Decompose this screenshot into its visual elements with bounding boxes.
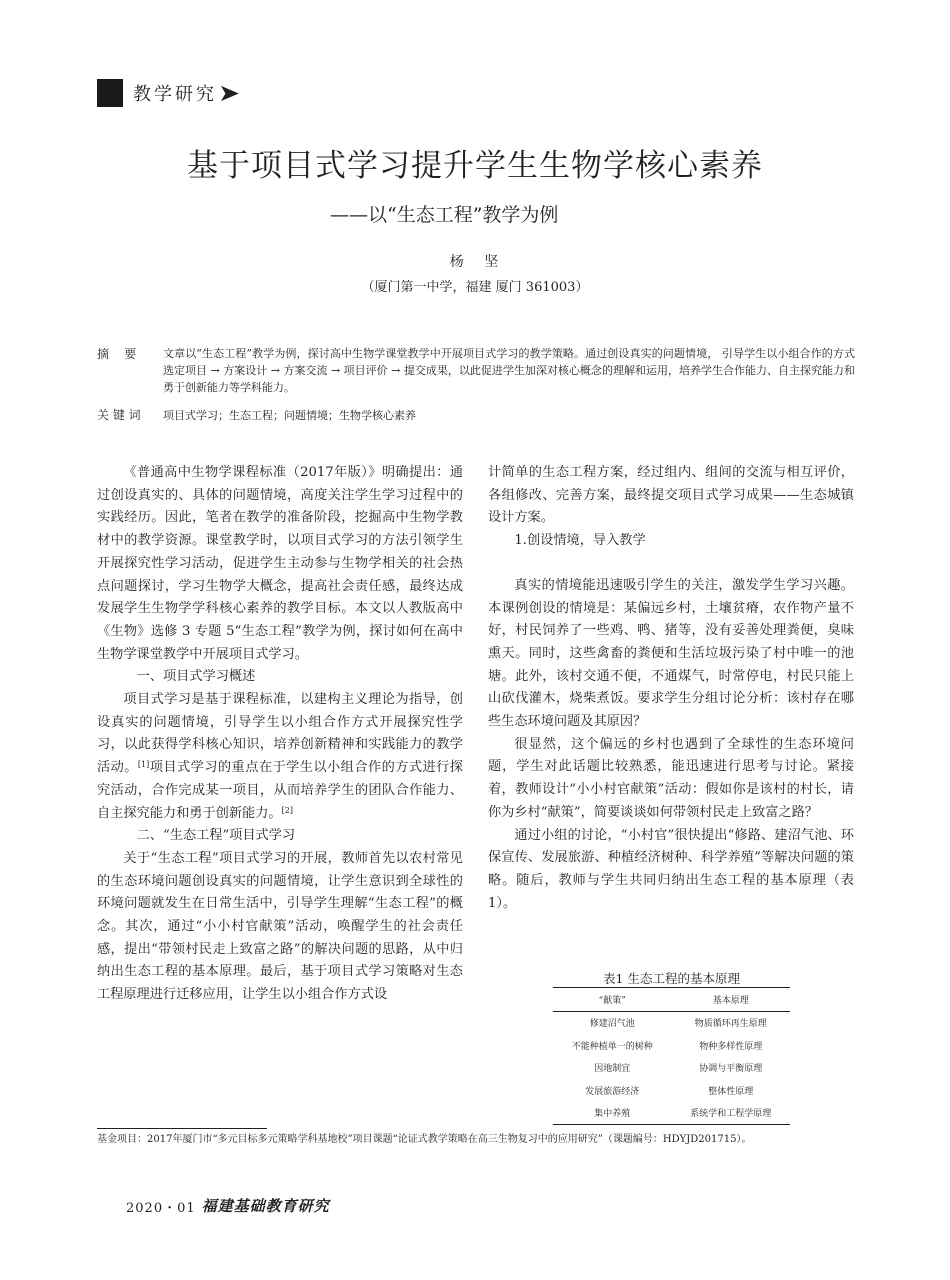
citation-ref: [2]	[281, 805, 293, 815]
author-affiliation: （厦门第一中学，福建 厦门 361003）	[361, 280, 589, 295]
table-row	[553, 1079, 790, 1102]
table-cell: 发展旅游经济	[585, 1086, 640, 1097]
table-row	[553, 1034, 790, 1057]
abstract-label: 摘 要	[97, 347, 137, 361]
table-row	[553, 1057, 790, 1080]
table-row	[553, 1011, 790, 1034]
page-number: 2020・01	[126, 1201, 196, 1216]
article-subtitle: ——以“生态工程”教学为例	[330, 204, 559, 226]
table-cell: 集中养殖	[594, 1109, 631, 1120]
keywords-label: 关 键 词	[97, 408, 141, 422]
table-cell: 物种多样性原理	[699, 1041, 763, 1052]
paragraph-text: 项目式学习的重点在于学生以小组合作的方式进行探究活动，合作完成某一项目，从而培养学生的团队合作能力、自主探究能力和勇于创新能力。	[97, 760, 463, 821]
subsection-heading: 1.创设情境，导入教学	[514, 533, 646, 549]
table-cell: 协调与平衡原理	[699, 1064, 763, 1075]
table-cell: 修建沼气池	[589, 1019, 635, 1030]
table-header-row	[553, 988, 790, 1012]
principles-table	[553, 987, 790, 1125]
paragraph: 真实的情境能迅速吸引学生的关注，激发学生学习兴趣。本课例创设的情境是：某偏远乡村，土壤贫瘠，农作物产量不好，村民饲养了一些鸡、鸭、猪等，没有妥善处理粪便，臭味熏天。同时，这些禽畜的粪便和生活垃圾污染了村中唯一的池塘。此外，该村交通不便，不通煤气，时常停电，村民只能上山砍伐灌木，烧柴煮饭。要求学生分组讨论分析：该村存在哪些生态环境问题及其原因？	[488, 577, 854, 730]
section-heading: 二、“生态工程”项目式学习	[136, 828, 296, 844]
chevron-right-icon: ➤	[217, 79, 241, 107]
table-header-cell: “献策”	[598, 995, 626, 1006]
table-cell: 因地制宜	[594, 1064, 631, 1075]
section-heading: 一、项目式学习概述	[136, 669, 256, 685]
funding-footnote: 基金项目：2017年厦门市“多元目标多元策略学科基地校”项目课题“论证式教学策略在高三生物复习中的应用研究”（课题编号：HDYJD201715）。	[97, 1134, 752, 1145]
journal-name: 福建基础教育研究	[201, 1197, 330, 1215]
paragraph: 关于“生态工程”项目式学习的开展，教师首先以农村常见的生态环境问题创设真实的问题情境，让学生意识到全球性的环境问题就发生在日常生活中，引导学生理解“生态工程”的概念。其次，通过“小小村官献策”活动，唤醒学生的社会责任感，提出“带领村民走上致富之路”的解决问题的思路，从中归纳出生态工程的基本原理。最后，基于项目式学习策略对生态工程原理进行迁移应用，让学生以小组合作方式设	[97, 850, 463, 1003]
table-caption: 表1 生态工程的基本原理	[603, 971, 740, 986]
table-cell: 系统学和工程学原理	[690, 1109, 772, 1120]
citation-ref: [1]	[137, 760, 150, 770]
paragraph: 通过小组的讨论，“小村官”很快提出“修路、建沼气池、环保宣传、发展旅游、种植经济树种、科学养殖”等解决问题的策略。随后，教师与学生共同归纳出生态工程的基本原理（表1）。	[488, 827, 854, 911]
body-column-left	[97, 462, 463, 1007]
article-title: 基于项目式学习提升学生生物学核心素养	[187, 148, 763, 184]
section-label: 教学研究	[133, 84, 217, 105]
table-row	[553, 1102, 790, 1125]
paragraph: 很显然，这个偏远的乡村也遇到了全球性的生态环境问题，学生对此话题比较熟悉，能迅速进行思考与讨论。紧接着，教师设计“小小村官献策”活动：假如你是该村的村长，请你为乡村“献策”，简要谈谈如何带领村民走上致富之路？	[488, 736, 854, 820]
author-name: 杨 坚	[449, 254, 507, 270]
footnote-divider	[97, 1128, 267, 1129]
section-marker-block	[97, 79, 123, 107]
body-column-right	[488, 462, 854, 915]
table-cell: 不能种植单一的树种	[571, 1041, 653, 1052]
paragraph-text: 项目式学习是基于课程标准，以建构主义理论为指导，创设真实的问题情境，引导学生以小组合作方式开展探究性学习，以此获得学科核心知识，培养创新精神和实践能力的教学活动。	[97, 692, 463, 776]
paragraph	[97, 689, 463, 825]
paragraph: 计简单的生态工程方案，经过组内、组间的交流与相互评价，各组修改、完善方案，最终提交项目式学习成果——生态城镇设计方案。	[488, 465, 854, 526]
keywords-text: 项目式学习；生态工程；问题情境；生物学核心素养	[163, 409, 416, 422]
table-cell: 整体性原理	[708, 1086, 754, 1097]
paragraph: 《普通高中生物学课程标准（2017年版）》明确提出：通过创设真实的、具体的问题情境，高度关注学生学习过程中的实践经历。因此，笔者在教学的准备阶段，挖掘高中生物学教材中的教学资源。课堂教学时，以项目式学习的方法引领学生开展探究性学习活动，促进学生主动参与生物学相关的社会热点问题探讨，学习生物学大概念，提高社会责任感，最终达成发展学生生物学学科核心素养的教学目标。本文以人教版高中《生物》选修 3 专题 5“生态工程”教学为例，探讨如何在高中生物学课堂教学中开展项目式学习。	[97, 465, 463, 662]
abstract-text: 文章以“生态工程”教学为例，探讨高中生物学课堂教学中开展项目式学习的教学策略。通过创设真实的问题情境， 引导学生以小组合作的方式选定项目 → 方案设计 → 方案交流 → 项目评价 → 提交成果，以此促进学生加深对核心概念的理解和运用，培养学生合作能力、自主探究能力和勇于创新能力等学科能力。	[163, 347, 855, 394]
page-footer	[126, 1195, 330, 1216]
table-header-cell: 基本原理	[712, 995, 749, 1006]
table-cell: 物质循环再生原理	[694, 1019, 767, 1030]
section-tag	[97, 78, 239, 108]
